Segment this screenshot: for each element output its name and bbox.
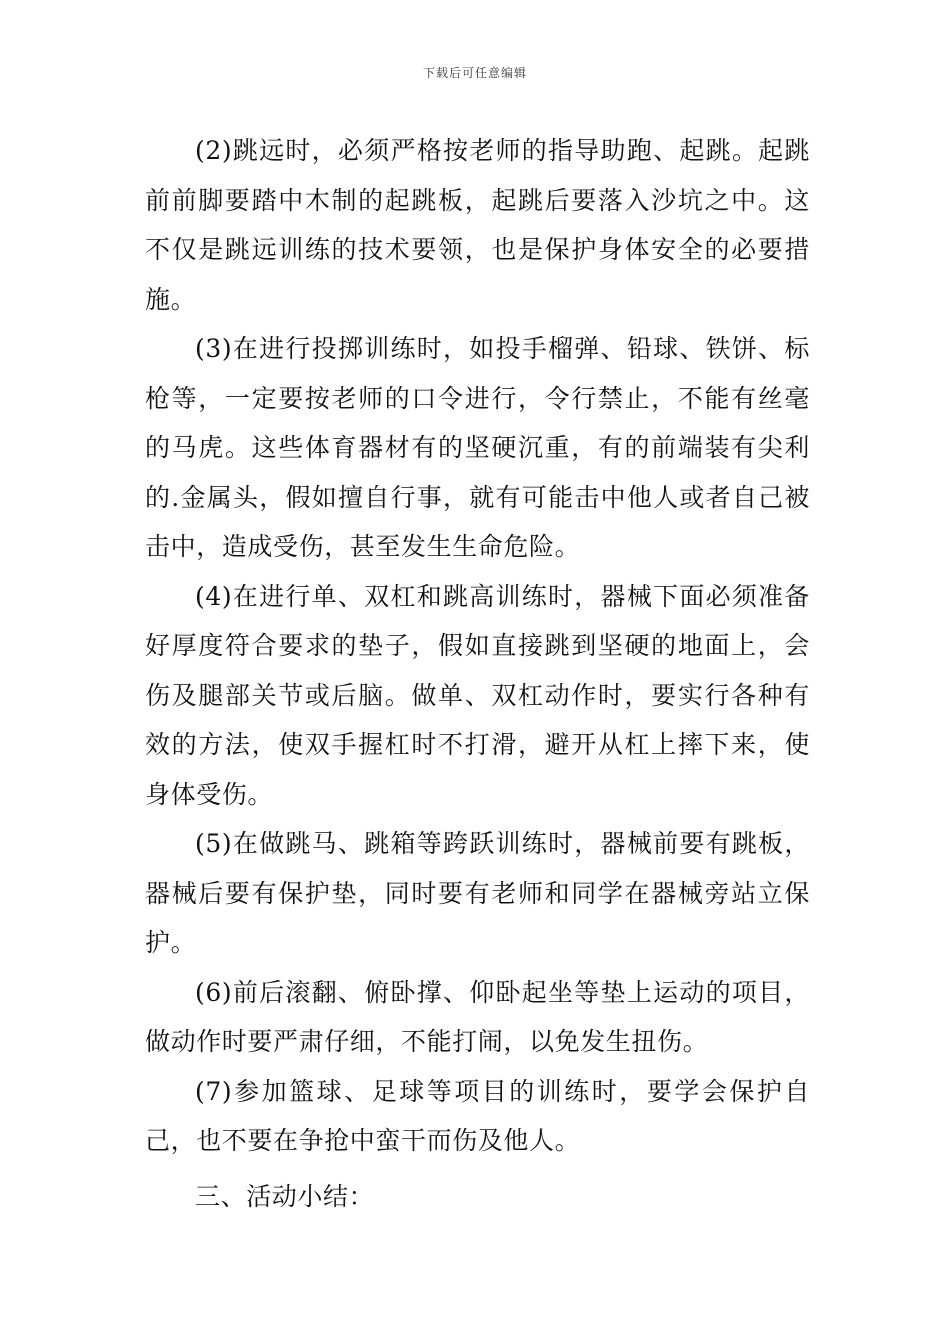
download-note: 下载后可任意编辑	[422, 66, 527, 80]
paragraph-bars-high-jump: (4)在进行单、双杠和跳高训练时，器械下面必须准备好厚度符合要求的垫子，假如直接跳到坚硬的地面上，会伤及腿部关节或后脑。做单、双杠动作时，要实行各种有效的方法，使双手握杠时不打滑，避开从杠上摔下来，使身体受伤。	[145, 581, 810, 809]
paragraph-vaulting: (5)在做跳马、跳箱等跨跃训练时，器械前要有跳板，器械后要有保护垫，同时要有老师和同学在器械旁站立保护。	[145, 829, 810, 957]
paragraph-mat-exercise: (6)前后滚翻、俯卧撑、仰卧起坐等垫上运动的项目，做动作时要严肃仔细，不能打闹，以免发生扭伤。	[145, 977, 810, 1056]
document-body	[145, 126, 810, 1221]
section-heading-summary: 三、活动小结：	[195, 1181, 375, 1211]
paragraph-ball-games: (7)参加篮球、足球等项目的训练时，要学会保护自己，也不要在争抢中蛮干而伤及他人。	[145, 1076, 810, 1155]
paragraph-throwing: (3)在进行投掷训练时，如投手榴弹、铅球、铁饼、标枪等，一定要按老师的口令进行，令行禁止，不能有丝毫的马虎。这些体育器材有的坚硬沉重，有的前端装有尖利的.金属头，假如擅自行事，就有可能击中他人或者自己被击中，造成受伤，甚至发生生命危险。	[145, 334, 810, 561]
paragraph-long-jump: (2)跳远时，必须严格按老师的指导助跑、起跳。起跳前前脚要踏中木制的起跳板，起跳后要落入沙坑之中。这不仅是跳远训练的技术要领，也是保护身体安全的必要措施。	[145, 136, 810, 314]
